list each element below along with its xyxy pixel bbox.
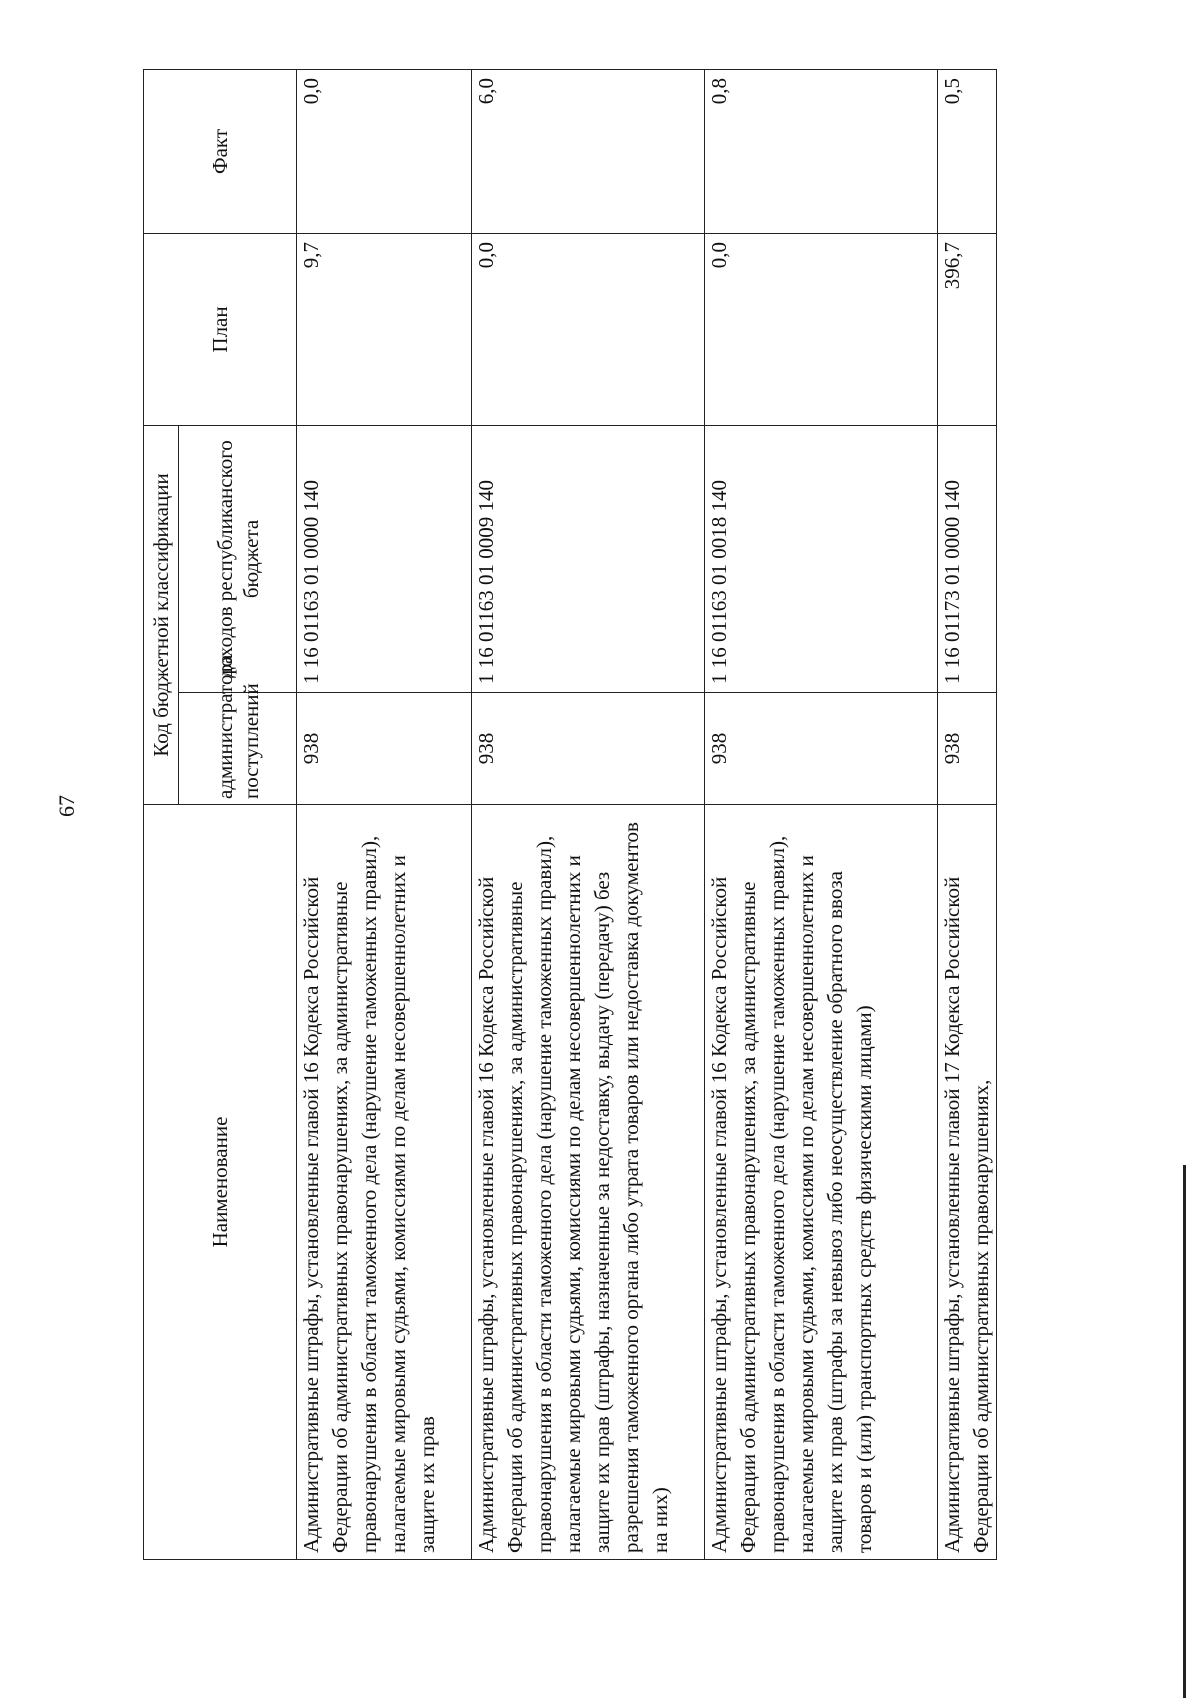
row-fact: 0,5 <box>937 69 996 233</box>
row-name: Административные штрафы, установленные главой 16 Кодекса Российской Федерации об административных правонарушениях, за административные правонарушения в области таможенного дела (нарушение таможенных правил), налагаемые мировыми судьями, комиссиями по делам несовершеннолетних и защите их прав (штрафы за невывоз либо неосуществление обратного ввоза товаров и (или) транспортных средств физическими лицами) <box>704 805 937 1560</box>
header-plan: План <box>143 233 296 425</box>
row-admin-code: 938 <box>937 693 996 805</box>
row-admin-code: 938 <box>471 693 704 805</box>
table-row <box>296 69 471 1559</box>
row-fact: 6,0 <box>471 69 704 233</box>
table-row <box>471 69 704 1559</box>
page-number: 67 <box>54 795 79 817</box>
row-revenue-code: 1 16 01173 01 0000 140 <box>937 425 996 692</box>
table-header <box>143 69 296 1559</box>
row-name: Административные штрафы, установленные главой 16 Кодекса Российской Федерации об административных правонарушениях, за административные правонарушения в области таможенного дела (нарушение таможенных правил), налагаемые мировыми судьями, комиссиями по делам несовершеннолетних и защите их прав (штрафы, назначенные за недоставку, выдачу (передачу) без разрешения таможенного органа либо утрата товаров или недоставка документов на них) <box>471 805 704 1560</box>
table-row <box>937 69 996 1559</box>
header-name: Наименование <box>143 805 296 1560</box>
row-revenue-code: 1 16 01163 01 0000 140 <box>296 425 471 692</box>
rotated-page <box>143 70 1043 1560</box>
row-fact: 0,0 <box>296 69 471 233</box>
row-plan: 0,0 <box>471 233 704 425</box>
row-admin-code: 938 <box>704 693 937 805</box>
row-name: Административные штрафы, установленные главой 17 Кодекса Российской Федерации об административных правонарушениях, <box>937 805 996 1560</box>
row-plan: 9,7 <box>296 233 471 425</box>
row-revenue-code: 1 16 01163 01 0009 140 <box>471 425 704 692</box>
header-administrator: администратора поступлений <box>178 693 296 805</box>
row-plan: 0,0 <box>704 233 937 425</box>
scan-edge-line <box>1183 1165 1186 1698</box>
row-name: Административные штрафы, установленные главой 16 Кодекса Российской Федерации об административных правонарушениях, за административные правонарушения в области таможенного дела (нарушение таможенных правил), налагаемые мировыми судьями, комиссиями по делам несовершеннолетних и защите их прав <box>296 805 471 1560</box>
row-fact: 0,8 <box>704 69 937 233</box>
header-code-group: Код бюджетной классификации <box>143 425 178 804</box>
header-fact: Факт <box>143 69 296 233</box>
row-revenue-code: 1 16 01163 01 0018 140 <box>704 425 937 692</box>
header-revenue: доходов республиканского бюджета <box>178 425 296 692</box>
row-plan: 396,7 <box>937 233 996 425</box>
row-admin-code: 938 <box>296 693 471 805</box>
table-row <box>704 69 937 1559</box>
budget-table <box>143 69 997 1560</box>
